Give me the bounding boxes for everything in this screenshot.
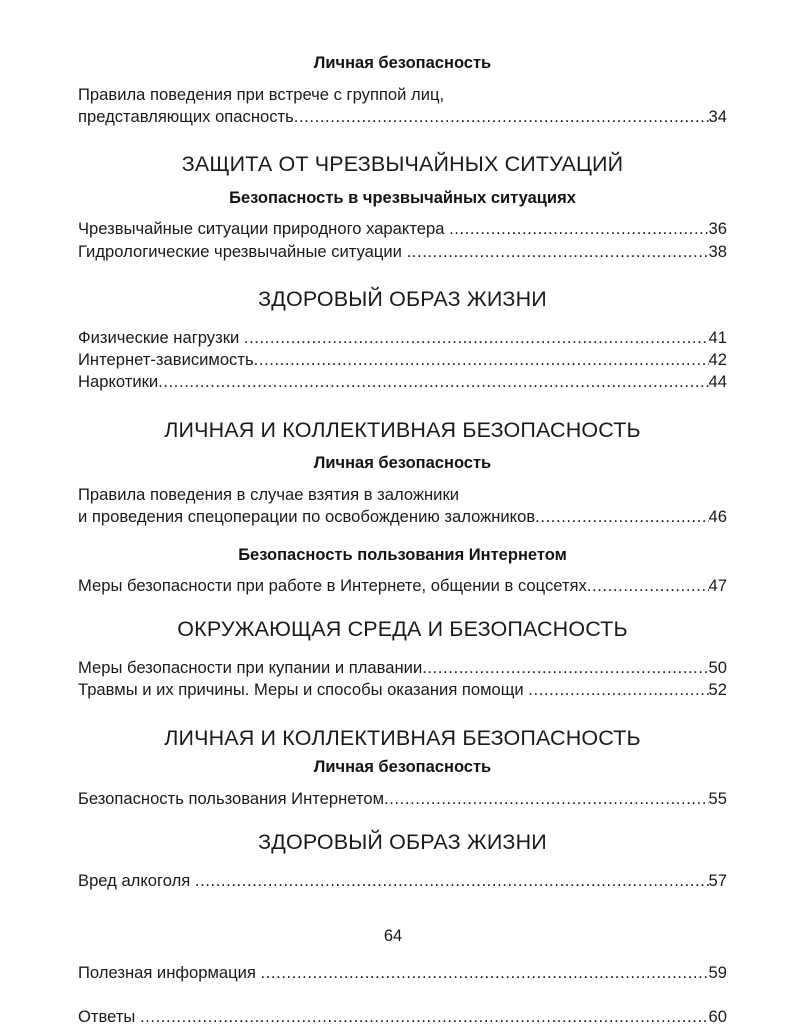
dot-leader — [254, 349, 709, 371]
toc-entry[interactable] — [78, 106, 727, 128]
spacer — [78, 263, 727, 289]
toc-section-heading: ЗДОРОВЫЙ ОБРАЗ ЖИЗНИ — [258, 287, 547, 312]
toc-entry-title: Безопасность пользования Интернетом — [78, 788, 385, 808]
toc-section-heading: ОКРУЖАЮЩАЯ СРЕДА И БЕЗОПАСНОСТЬ — [177, 617, 628, 642]
toc-entry-title: Наркотики — [78, 372, 159, 392]
toc-subheading: Безопасность пользования Интернетом — [238, 545, 567, 564]
toc-section-heading: ЛИЧНАЯ И КОЛЛЕКТИВНАЯ БЕЗОПАСНОСТЬ — [164, 725, 641, 750]
toc-entry-page: 34 — [708, 106, 727, 126]
toc-entry-page: 50 — [708, 657, 727, 677]
toc-entry-page: 60 — [708, 1007, 727, 1027]
toc-entry[interactable] — [78, 371, 727, 393]
dot-leader — [260, 962, 708, 984]
dot-leader — [407, 241, 709, 263]
toc-entry-title: и проведения спецоперации по освобождению заложников — [78, 507, 536, 527]
toc-entry-page: 47 — [708, 576, 727, 596]
toc-entry-page: 55 — [708, 788, 727, 808]
spacer — [78, 176, 727, 190]
toc-entry[interactable] — [78, 962, 727, 984]
toc-entry-title: Интернет-зависимость — [78, 349, 254, 369]
spacer — [78, 529, 727, 547]
spacer — [78, 206, 727, 218]
toc-entry[interactable] — [78, 1006, 727, 1028]
dot-leader — [158, 371, 708, 393]
toc-entry-title: Травмы и их причины. Меры и способы оказания помощи — [78, 680, 529, 700]
spacer — [78, 311, 727, 327]
dot-leader — [587, 575, 709, 597]
toc-entry-title: Гидрологические чрезвычайные ситуации — [78, 241, 407, 261]
spacer — [78, 563, 727, 575]
toc-entry[interactable] — [78, 679, 727, 701]
toc-entry-page: 38 — [708, 241, 727, 261]
spacer — [78, 810, 727, 832]
toc-entry[interactable] — [78, 327, 727, 349]
dot-leader — [528, 679, 708, 701]
spacer — [78, 128, 727, 154]
toc-entry[interactable] — [78, 870, 727, 892]
spacer — [78, 702, 727, 728]
toc-entry-page: 42 — [708, 349, 727, 369]
toc-subheading: Личная безопасность — [313, 54, 492, 72]
dot-leader — [535, 506, 708, 528]
spacer — [78, 776, 727, 788]
toc-entry-line: Правила поведения в случае взятия в заложники — [78, 484, 459, 504]
toc-entry-title: Физические нагрузки — [78, 327, 244, 347]
toc-entry-page: 57 — [708, 870, 727, 890]
toc-entry-title: Меры безопасности при купании и плавании — [78, 657, 423, 677]
dot-leader — [244, 327, 709, 349]
toc-entry-title: Меры безопасности при работе в Интернете, общении в соцсетях — [78, 576, 587, 596]
toc-entry-page: 44 — [708, 372, 727, 392]
toc-entry-page: 46 — [708, 507, 727, 527]
toc-entry-page: 41 — [708, 327, 727, 347]
toc-entry-title: Вред алкоголя — [78, 870, 195, 890]
toc-entry[interactable] — [78, 788, 727, 810]
toc-entry-page: 36 — [708, 219, 727, 239]
toc-entry-line: Правила поведения при встрече с группой лиц, — [78, 84, 445, 104]
toc-entry[interactable] — [78, 575, 727, 597]
toc-subheading: Безопасность в чрезвычайных ситуациях — [229, 188, 576, 207]
toc-entry-title: Ответы — [78, 1007, 140, 1027]
toc-entry[interactable] — [78, 218, 727, 240]
spacer — [78, 984, 727, 1006]
toc-subheading: Личная безопасность — [313, 454, 492, 473]
toc-entry-title: Чрезвычайные ситуации природного характера — [78, 219, 450, 239]
toc-entry-page: 52 — [708, 680, 727, 700]
dot-leader — [449, 218, 708, 240]
dot-leader — [294, 106, 709, 128]
dot-leader — [422, 657, 708, 679]
page-folio: 64 — [383, 927, 403, 945]
toc-entry-title: представляющих опасность — [78, 106, 294, 126]
spacer — [78, 472, 727, 484]
dot-leader — [195, 870, 709, 892]
toc-section-heading: ЗДОРОВЫЙ ОБРАЗ ЖИЗНИ — [258, 830, 547, 855]
dot-leader — [140, 1006, 709, 1028]
spacer — [78, 441, 727, 455]
toc-entry[interactable] — [78, 506, 727, 528]
toc-entry-title: Полезная информация — [78, 962, 261, 982]
toc-entry[interactable] — [78, 657, 727, 679]
spacer — [78, 597, 727, 619]
dot-leader — [384, 788, 709, 810]
toc-section-heading: ЗАЩИТА ОТ ЧРЕЗВЫЧАЙНЫХ СИТУАЦИЙ — [181, 152, 624, 177]
toc-entry-page: 59 — [708, 962, 727, 982]
toc-subheading: Личная безопасность — [313, 758, 492, 777]
toc-entry[interactable] — [78, 349, 727, 371]
spacer — [78, 72, 727, 84]
toc-body — [78, 55, 727, 1029]
spacer — [78, 641, 727, 657]
spacer — [78, 854, 727, 870]
spacer — [78, 394, 727, 420]
toc-entry[interactable] — [78, 241, 727, 263]
toc-section-heading: ЛИЧНАЯ И КОЛЛЕКТИВНАЯ БЕЗОПАСНОСТЬ — [164, 417, 641, 442]
